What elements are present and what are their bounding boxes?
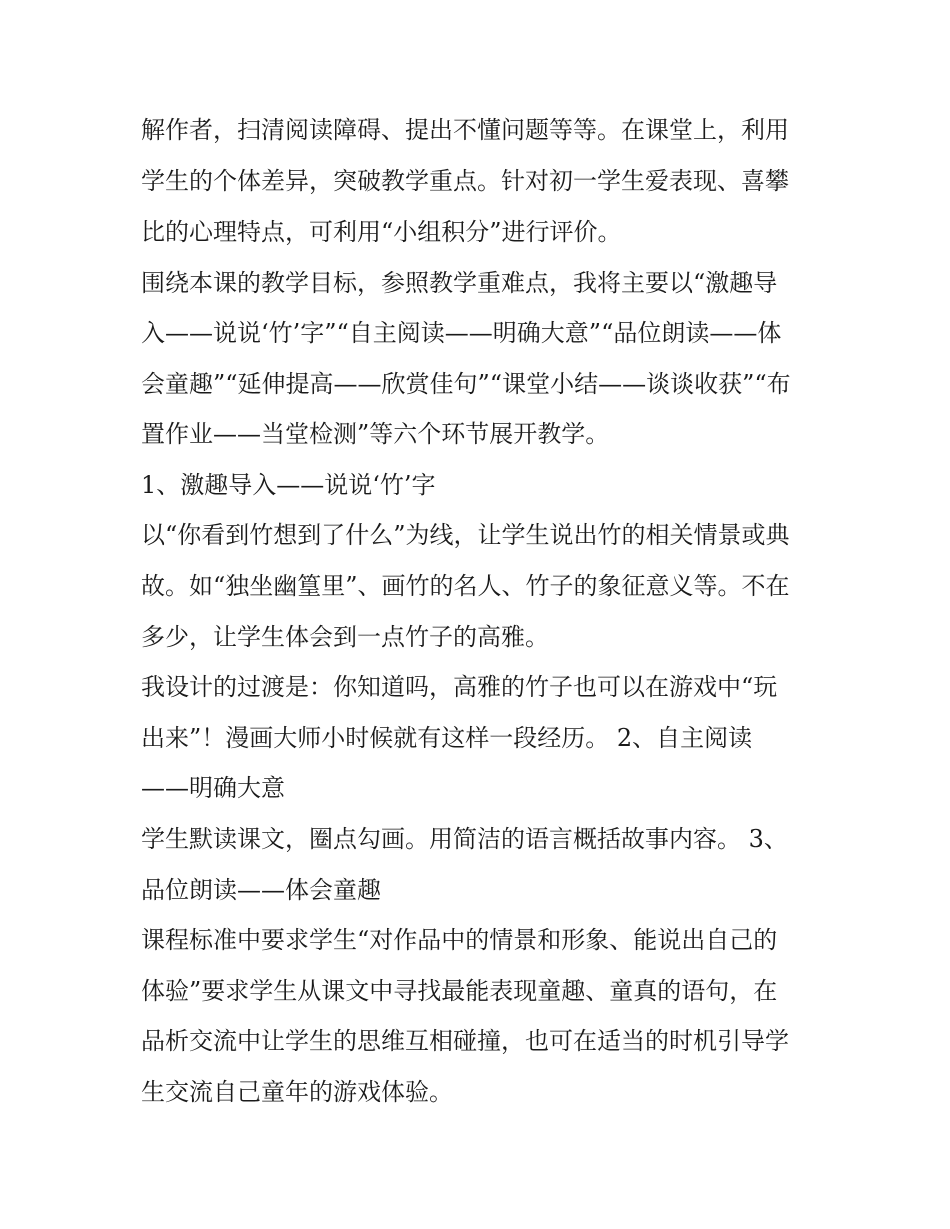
text-line: 体验”要求学生从课文中寻找最能表现童趣、童真的语句，在 <box>141 977 778 1005</box>
text-line: 学生的个体差异，突破教学重点。针对初一学生爱表现、喜攀 <box>141 167 789 195</box>
text-line: ——明确大意 <box>141 774 285 802</box>
text-line: 多少，让学生体会到一点竹子的高雅。 <box>141 623 549 651</box>
text-line: 解作者，扫清阅读障碍、提出不懂问题等等。在课堂上，利用 <box>141 116 789 144</box>
section-heading: 1、激趣导入——说说‘竹’字 <box>141 471 436 499</box>
text-line: 入——说说‘竹’字”“自主阅读——明确大意”“品位朗读——体 <box>141 319 782 347</box>
text-line: 故。如“独坐幽篁里”、画竹的名人、竹子的象征意义等。不在 <box>141 572 790 600</box>
text-line: 我设计的过渡是：你知道吗，高雅的竹子也可以在游戏中“玩 <box>141 673 778 701</box>
text-line: 以“你看到竹想到了什么”为线，让学生说出竹的相关情景或典 <box>141 521 790 549</box>
text-line: 品析交流中让学生的思维互相碰撞，也可在适当的时机引导学 <box>141 1027 789 1055</box>
text-line: 会童趣”“延伸提高——欣赏佳句”“课堂小结——谈谈收获”“布 <box>141 370 791 398</box>
text-line: 品位朗读——体会童趣 <box>141 876 381 904</box>
text-line: 出来”！漫画大师小时候就有这样一段经历。 2、自主阅读 <box>141 724 753 752</box>
text-line: 比的心理特点，可利用“小组积分”进行评价。 <box>141 218 622 246</box>
text-line: 置作业——当堂检测”等六个环节展开教学。 <box>141 420 610 448</box>
text-line: 围绕本课的教学目标，参照教学重难点，我将主要以“激趣导 <box>141 269 778 297</box>
text-line: 生交流自己童年的游戏体验。 <box>141 1078 453 1106</box>
text-line: 课程标准中要求学生“对作品中的情景和形象、能说出自己的 <box>141 926 778 954</box>
text-line: 学生默读课文，圈点勾画。用简洁的语言概括故事内容。 3、 <box>141 825 788 853</box>
